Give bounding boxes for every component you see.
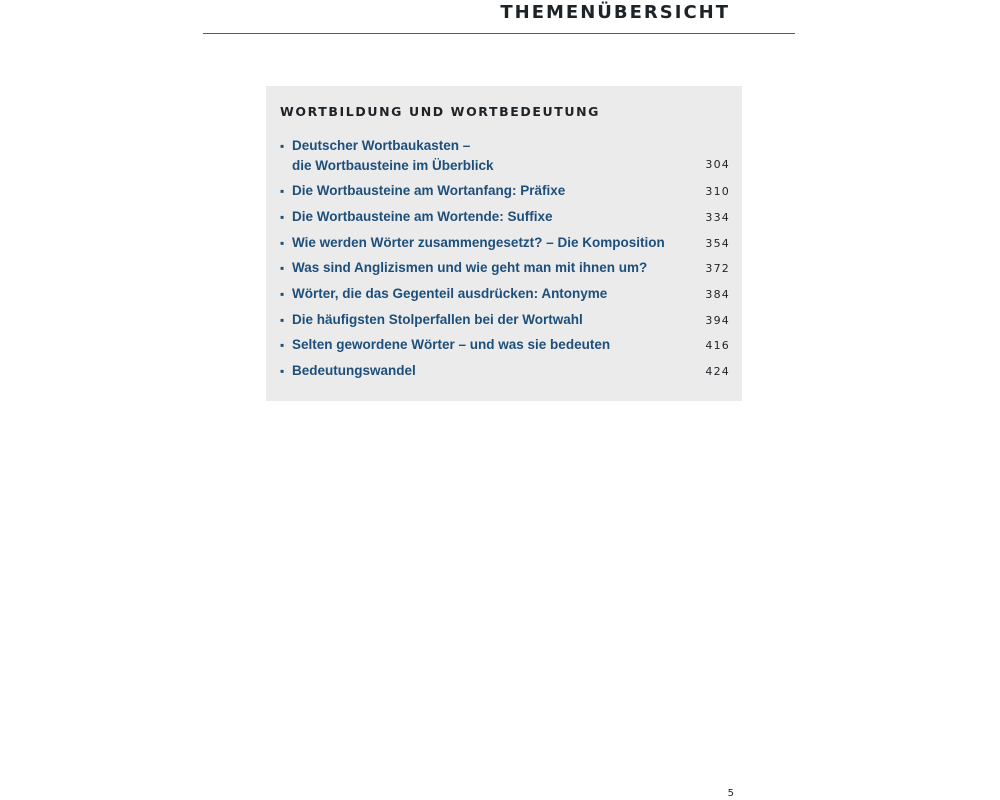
toc-entry-page: 372 <box>705 262 730 275</box>
toc-entry[interactable] <box>280 233 730 253</box>
toc-entry-title: Was sind Anglizismen und wie geht man mit ihnen um? <box>292 260 648 275</box>
bullet-icon: ▪ <box>280 139 285 153</box>
toc-entry-title: Die Wortbausteine am Wortanfang: Präfixe <box>292 183 566 198</box>
bullet-icon: ▪ <box>280 364 285 378</box>
toc-entry-title-line1: Deutscher Wortbaukasten – <box>292 138 471 153</box>
toc-entry-title: Bedeutungswandel <box>292 363 416 378</box>
section-heading: WORTBILDUNG UND WORTBEDEUTUNG <box>280 104 601 119</box>
bullet-icon: ▪ <box>280 338 285 352</box>
toc-entry-page: 424 <box>705 365 730 378</box>
toc-entry[interactable] <box>280 207 730 227</box>
bullet-icon: ▪ <box>280 261 285 275</box>
toc-entry[interactable] <box>280 361 730 381</box>
toc-entry-page: 304 <box>705 158 730 171</box>
toc-entry[interactable] <box>280 136 730 176</box>
toc-entry-page: 310 <box>705 185 730 198</box>
toc-entry-title: Selten gewordene Wörter – und was sie bedeuten <box>292 337 611 352</box>
page-title: THEMENÜBERSICHT <box>500 2 730 23</box>
bullet-icon: ▪ <box>280 313 285 327</box>
toc-entry-title-line2: die Wortbausteine im Überblick <box>292 158 494 173</box>
toc-entry-title: Wörter, die das Gegenteil ausdrücken: Antonyme <box>292 286 608 301</box>
toc-entry-page: 384 <box>705 288 730 301</box>
toc-entry-page: 334 <box>705 211 730 224</box>
bullet-icon: ▪ <box>280 210 285 224</box>
bullet-icon: ▪ <box>280 184 285 198</box>
page-number: 5 <box>727 788 734 799</box>
toc-entry-title: Die Wortbausteine am Wortende: Suffixe <box>292 209 553 224</box>
bullet-icon: ▪ <box>280 287 285 301</box>
toc-entry-title: Die häufigsten Stolperfallen bei der Wortwahl <box>292 312 583 327</box>
toc-section <box>266 86 742 401</box>
toc-entry-title: Wie werden Wörter zusammengesetzt? – Die Komposition <box>292 235 665 250</box>
bullet-icon: ▪ <box>280 236 285 250</box>
toc-entry-page: 394 <box>705 314 730 327</box>
toc-entry[interactable] <box>280 181 730 201</box>
toc-entry[interactable] <box>280 284 730 304</box>
toc-entry[interactable] <box>280 258 730 278</box>
toc-entry[interactable] <box>280 310 730 330</box>
toc-entry-page: 354 <box>705 237 730 250</box>
toc-entry-title <box>292 136 494 176</box>
header-divider <box>203 33 795 34</box>
toc-entry[interactable] <box>280 335 730 355</box>
toc-entry-page: 416 <box>705 339 730 352</box>
